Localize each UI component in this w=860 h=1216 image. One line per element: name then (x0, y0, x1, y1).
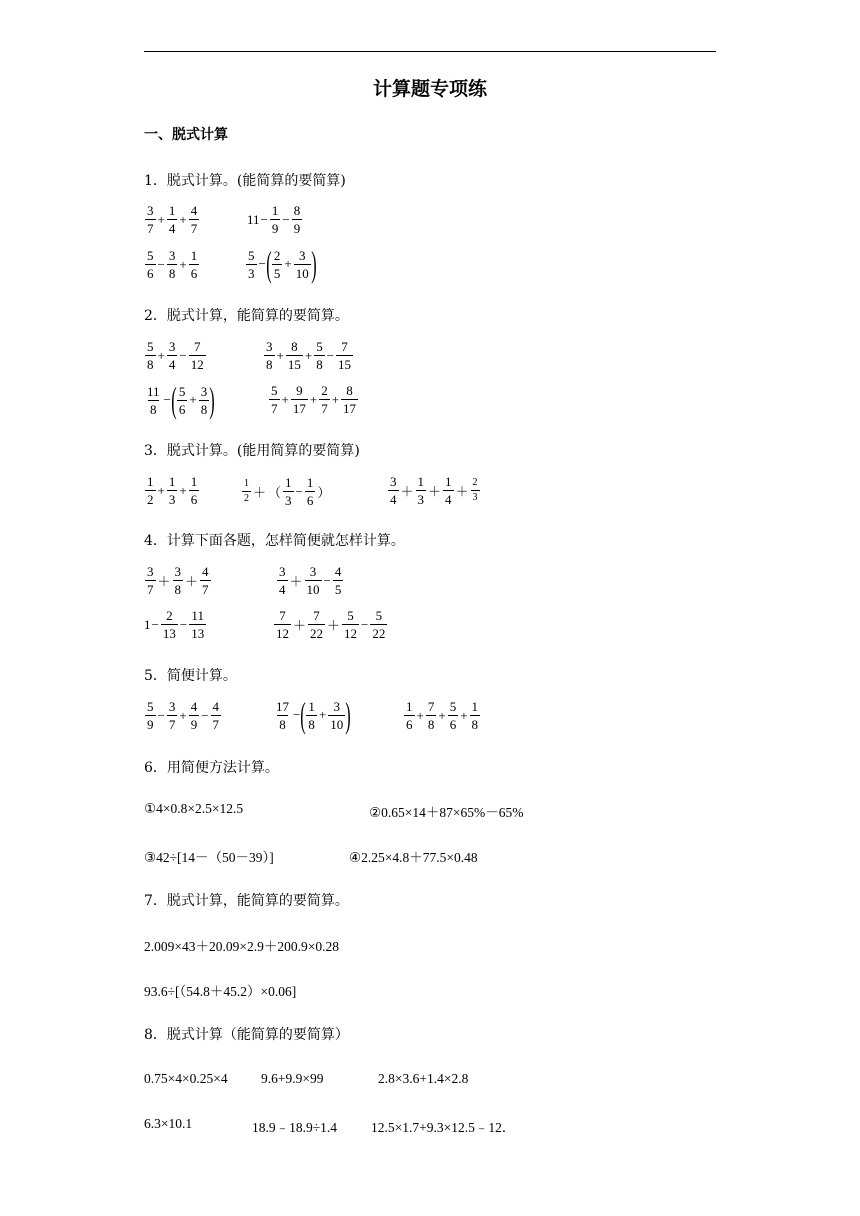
q6-item-2: ②0.65×14＋87×65%－65% (369, 805, 524, 820)
q6-item-4: ④2.25×4.8＋77.5×0.48 (349, 850, 478, 865)
q1-expression-a: 3 7 + $\frac{1}{4}$ + $\frac{4}{7}$ (147, 203, 198, 236)
q2-expression-c: 11 8 − ( 5 6 + $\frac{3}{8}$ ) (147, 380, 215, 420)
q5-expression-b: 17 8 − ( 1 8 + $\frac{3}{10}$ ) (276, 695, 351, 735)
question-7-label: 7．脱式计算，能简算的要简算。 (144, 893, 349, 909)
q8-item-3: 2.8×3.6+1.4×2.8 (378, 1071, 469, 1086)
q2-expression-b: 3 8 + $\frac{8}{15}$ + $\frac{5}{8}$ − $\frac{7}{15}$ (266, 339, 352, 372)
q3-expression-a: 1 2 + $\frac{1}{3}$ + $\frac{1}{6}$ (147, 474, 198, 507)
question-8-label: 8．脱式计算（能简算的要简算） (144, 1027, 349, 1043)
q3-expression-c: 3 4 ＋ 1 3 ＋ 1 4 ＋ 2 3 (390, 474, 478, 507)
q1-expression-c: 5 6 − $\frac{3}{8}$ + $\frac{1}{6}$ (147, 248, 198, 281)
q2-expression-a: 5 8 + $\frac{3}{4}$ − $\frac{7}{12}$ (147, 339, 204, 372)
q2-expression-d: 5 7 + $\frac{9}{17}$ + $\frac{2}{7}$ + $\frac{8}{17}$ (271, 383, 357, 416)
question-5-label: 5．简便计算。 (144, 668, 237, 684)
q1-expression-b: 11 − $\frac{1}{9}$ − $\frac{8}{9}$ (247, 203, 301, 236)
question-4-label: 4．计算下面各题，怎样简便就怎样计算。 (144, 533, 405, 549)
q8-item-2: 9.6+9.9×99 (261, 1071, 324, 1086)
q6-item-3: ③42÷[14－（50－39）] (144, 850, 274, 865)
q4-expression-d: 7 12 ＋ 7 22 ＋ 5 12 − $\frac{5}{22}$ (276, 608, 386, 641)
page-title: 计算题专项练 (372, 78, 487, 100)
question-1-label: 1．脱式计算。(能简算的要简算) (144, 173, 346, 189)
q7-item-1: 2.009×43＋20.09×2.9＋200.9×0.28 (144, 939, 339, 954)
top-rule (144, 51, 716, 52)
q4-expression-c: 1 − $\frac{2}{13}$ − $\frac{11}{13}$ (144, 608, 205, 641)
q8-item-5: 18.9﹣18.9÷1.4 (252, 1120, 338, 1135)
q3-expression-b: 1 2 ＋ （ 1 3 − $\frac{1}{6}$ ） (244, 475, 331, 508)
q6-item-1: ①4×0.8×2.5×12.5 (144, 801, 244, 816)
section-heading: 一、脱式计算 (144, 127, 228, 143)
q1-expression-d: 5 3 − ( 2 5 + $\frac{3}{10}$ ) (248, 244, 317, 284)
q4-expression-b: 3 4 ＋ 3 10 − $\frac{4}{5}$ (279, 564, 342, 597)
q8-item-1: 0.75×4×0.25×4 (144, 1071, 228, 1086)
q5-expression-c: 1 6 + $\frac{7}{8}$ + $\frac{5}{6}$ + $\frac{1}{8}$ (406, 699, 479, 732)
question-3-label: 3．脱式计算。(能用简算的要简算) (144, 443, 360, 459)
q8-item-4: 6.3×10.1 (144, 1116, 193, 1131)
q5-expression-a: 5 9 − $\frac{3}{7}$ + $\frac{4}{9}$ − $\frac{4}{7}$ (147, 699, 220, 732)
question-6-label: 6．用简便方法计算。 (144, 760, 279, 776)
question-2-label: 2．脱式计算，能简算的要简算。 (144, 308, 349, 324)
q7-item-2: 93.6÷[（54.8＋45.2）×0.06] (144, 984, 297, 999)
q8-item-6: 12.5×1.7+9.3×12.5﹣12． (371, 1120, 516, 1135)
q4-expression-a: 3 7 ＋ 3 8 ＋ 4 7 (147, 564, 209, 597)
